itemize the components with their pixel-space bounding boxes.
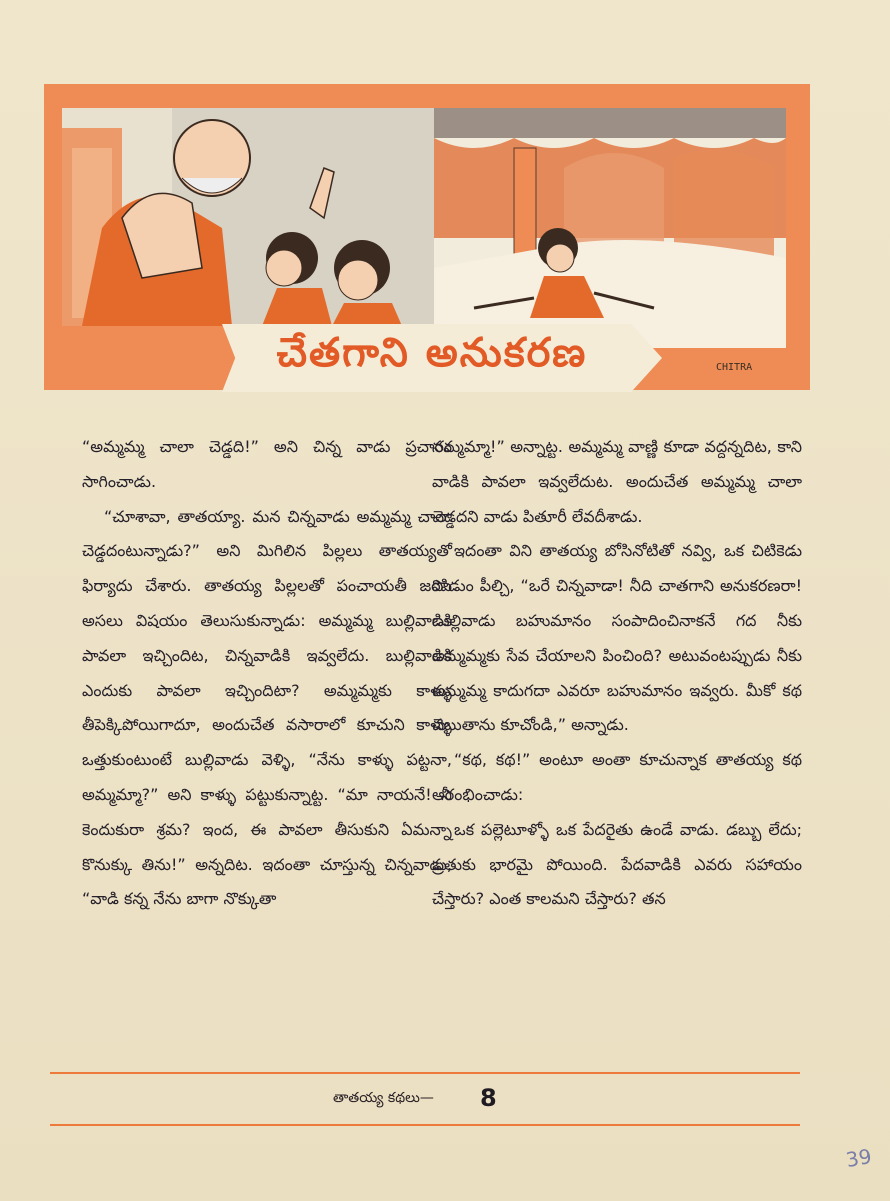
page-number: 8: [480, 1084, 497, 1112]
paragraph: “చూశావా, తాతయ్యా. మన చిన్నవాడు అమ్మమ్మ చాలా చెడ్డదంటున్నాడు?” అని మిగిలిన పిల్లలు తాతయ్యతో ఫిర్యాదు చేశారు. తాతయ్య పిల్లలతో పంచాయతీ జరిపి అసలు విషయం తెలుసుకున్నాడు: అమ్మమ్మ బుల్లివాడికి పావలా ఇచ్చిందిట, చిన్నవాడికి ఇవ్వలేదు. బుల్లివాడికి ఎందుకు పావలా ఇచ్చిందిటా? అమ్మమ్మకు కాళ్ళు తీపెక్కిపోయిగాదూ, అందుచేత వసారాలో కూచుని కాళ్ళు ఒత్తుకుంటుంటే బుల్లివాడు వెళ్ళి, “నేను కాళ్ళు పట్టనా, అమ్మమ్మా?” అని కాళ్ళు పట్టుకున్నాట్ట. “మా నాయనే! నీ కెందుకురా శ్రమ? ఇంద, ఈ పావలా తీసుకుని ఏమన్నా కొనుక్కు తిను!” అన్నదిట. ఇదంతా చూస్తున్న చిన్నవాడు, “వాడి కన్న నేను బాగా నొక్కుతా: [82, 506, 452, 909]
footer-rule-bottom: [50, 1124, 800, 1126]
paragraph: “అమ్మమ్మ చాలా చెడ్డది!” అని చిన్న వాడు ప్రచారం సాగించాడు.: [82, 437, 452, 491]
paragraph: ఒక పల్లెటూళ్ళో ఒక పేదరైతు ఉండే వాడు. డబ్బు లేదు; బ్రతుకు భారమై పోయింది. పేదవాడికి ఎవరు సహాయం చేస్తారు? ఎంత కాలమని చేస్తారు? తన: [432, 819, 802, 909]
story-title: చేతగాని అనుకరణ: [276, 330, 588, 376]
artist-signature: CHITRA: [716, 362, 753, 373]
left-text-column: [82, 430, 452, 917]
series-title: తాతయ్య కథలు—: [333, 1090, 434, 1106]
footer-rule-top: [50, 1072, 800, 1074]
paragraph: “కథ, కథ!” అంటూ అంతా కూచున్నాక తాతయ్య కథ అరంభించాడు:: [432, 750, 802, 804]
handwritten-margin-note: 39: [844, 1143, 874, 1173]
paragraph: నమ్మమ్మా!” అన్నాట్ట. అమ్మమ్మ వాణ్ణి కూడా వద్దన్నదిట, కాని వాడికి పావలా ఇవ్వలేదుట. అందుచేత అమ్మమ్మ చాలా చెడ్డదని వాడు పితూరీ లేవదీశాడు.: [432, 437, 802, 526]
illustration-grandfather-children: [62, 108, 434, 326]
paragraph: ఇదంతా విని తాతయ్య బోసినోటితో నవ్వి, ఒక చిటికెడు పొడుం పీల్చి, “ఒరే చిన్నవాడా! నీది చాతగాని అనుకరణరా! బుల్లివాడు బహుమానం సంపాదించినాకనే గద నీకు అమ్మమ్మకు సేవ చేయాలని పించింది? అటువంటప్పుడు నీకు అమ్మమ్మ కాదుగదా ఎవరూ బహుమానం ఇవ్వరు. మీకో కథ చెబుతాను కూచోండి,” అన్నాడు.: [432, 541, 802, 735]
right-text-column: [432, 430, 802, 917]
illustration-boy-running: [434, 108, 786, 348]
